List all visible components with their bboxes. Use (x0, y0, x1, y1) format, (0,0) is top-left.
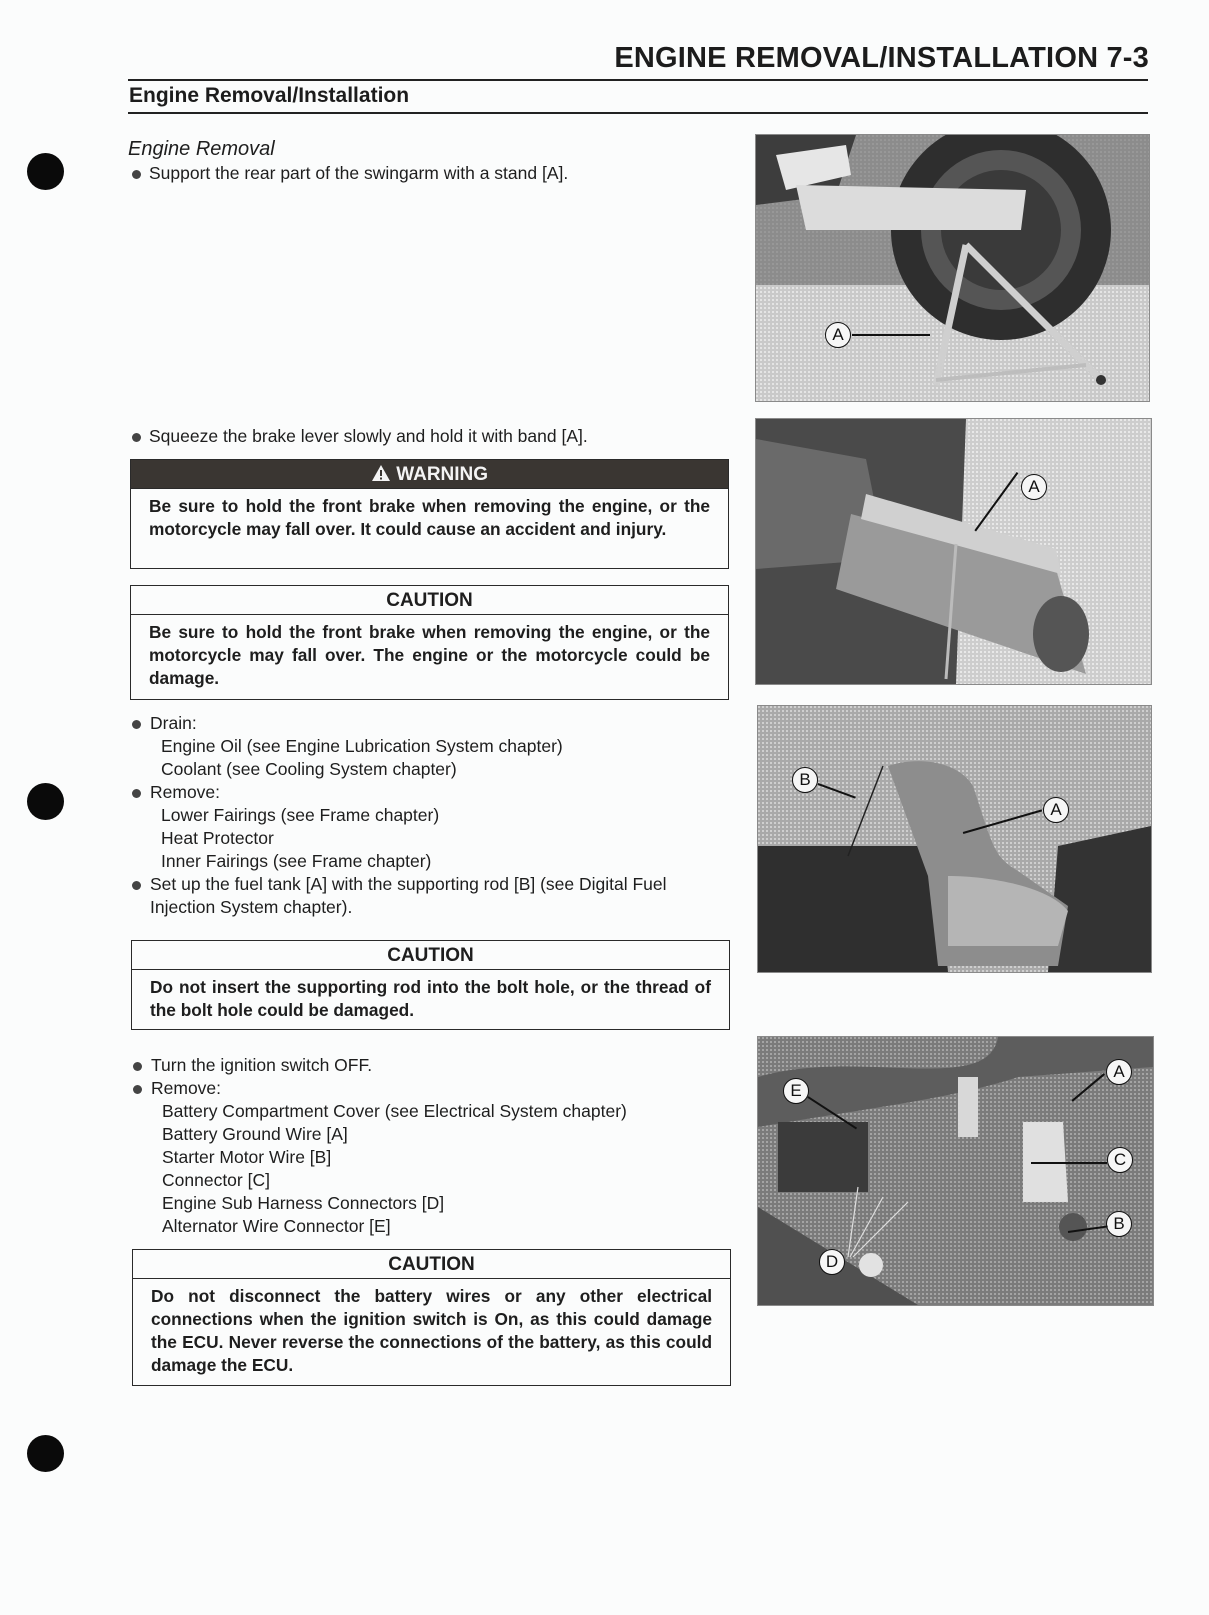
leader-line (1031, 1162, 1107, 1164)
section-title: Engine Removal/Installation (129, 84, 410, 107)
remove-item: Inner Fairings (see Frame chapter) (161, 851, 432, 871)
step-support-swingarm: Support the rear part of the swingarm with a stand [A]. (149, 163, 569, 183)
callout-label: A (825, 322, 851, 348)
remove-item: Battery Compartment Cover (see Electrical System chapter) (162, 1101, 627, 1121)
step-ignition-off: Turn the ignition switch OFF. (151, 1055, 373, 1075)
drain-label: Drain: (150, 713, 197, 733)
bullet-icon (133, 1062, 142, 1071)
remove-item: Lower Fairings (see Frame chapter) (161, 805, 440, 825)
bullet-icon (132, 433, 141, 442)
callout-label: B (1106, 1211, 1132, 1237)
callout-label: E (783, 1078, 809, 1104)
caution-text: Do not insert the supporting rod into the bolt hole, or the thread of the bolt hole could be damaged. (150, 977, 711, 1020)
step-fuel-tank-line2: Injection System chapter). (150, 897, 353, 917)
caution-header: CAUTION (131, 586, 728, 615)
binder-hole-top (27, 153, 64, 190)
header-rule-bottom (128, 112, 1148, 114)
callout-label: D (819, 1249, 845, 1275)
binder-hole-bottom (27, 1435, 64, 1472)
remove-label: Remove: (150, 782, 221, 802)
warning-text: Be sure to hold the front brake when removing the engine, or the motorcycle may fall over. It could cause an accident and injury. (149, 496, 710, 539)
caution-text: Do not disconnect the battery wires or any other electrical connections when the ignition switch is On, as this could damage the ECU. Never reverse the connections of the battery, as this could damage the ECU. (151, 1286, 712, 1375)
remove-item: Starter Motor Wire [B] (162, 1147, 332, 1167)
callout-label: C (1107, 1147, 1133, 1173)
remove-item: Engine Sub Harness Connectors [D] (162, 1193, 445, 1213)
warning-header (131, 460, 728, 489)
caution-box-rod (131, 940, 730, 1030)
bullet-icon (132, 170, 141, 179)
callout-label: B (792, 767, 818, 793)
warning-triangle-icon (371, 464, 396, 485)
step-squeeze-brake: Squeeze the brake lever slowly and hold it with band [A]. (149, 426, 588, 446)
remove-item: Heat Protector (161, 828, 274, 848)
warning-label: WARNING (396, 464, 489, 485)
remove-item: Alternator Wire Connector [E] (162, 1216, 391, 1236)
figure-fuel-tank-rod (757, 705, 1152, 973)
chapter-title: ENGINE REMOVAL/INSTALLATION 7-3 (614, 42, 1149, 74)
drain-item: Engine Oil (see Engine Lubrication System chapter) (161, 736, 563, 756)
step-fuel-tank-line1: Set up the fuel tank [A] with the supporting rod [B] (see Digital Fuel (150, 874, 667, 894)
caution-text: Be sure to hold the front brake when removing the engine, or the motorcycle may fall over. The engine or the motorcycle could be damage. (149, 622, 710, 688)
warning-box (130, 459, 729, 569)
remove-item: Battery Ground Wire [A] (162, 1124, 348, 1144)
drain-item: Coolant (see Cooling System chapter) (161, 759, 457, 779)
figure-brake-lever-band (755, 418, 1152, 685)
callout-label: A (1021, 474, 1047, 500)
figure-battery-connectors (757, 1036, 1154, 1306)
remove-label: Remove: (151, 1078, 222, 1098)
procedure-title: Engine Removal (128, 138, 275, 160)
remove-item: Connector [C] (162, 1170, 270, 1190)
bullet-icon (132, 789, 141, 798)
figure-swingarm-stand (755, 134, 1150, 402)
bullet-icon (133, 1085, 142, 1094)
leader-line (852, 334, 930, 336)
bullet-icon (132, 881, 141, 890)
callout-label: A (1043, 797, 1069, 823)
header-rule-top (128, 79, 1148, 81)
caution-box-brake (130, 585, 729, 700)
bullet-icon (132, 720, 141, 729)
caution-header: CAUTION (133, 1250, 730, 1279)
callout-label: A (1106, 1059, 1132, 1085)
caution-header: CAUTION (132, 941, 729, 970)
caution-box-battery (132, 1249, 731, 1386)
binder-hole-middle (27, 783, 64, 820)
